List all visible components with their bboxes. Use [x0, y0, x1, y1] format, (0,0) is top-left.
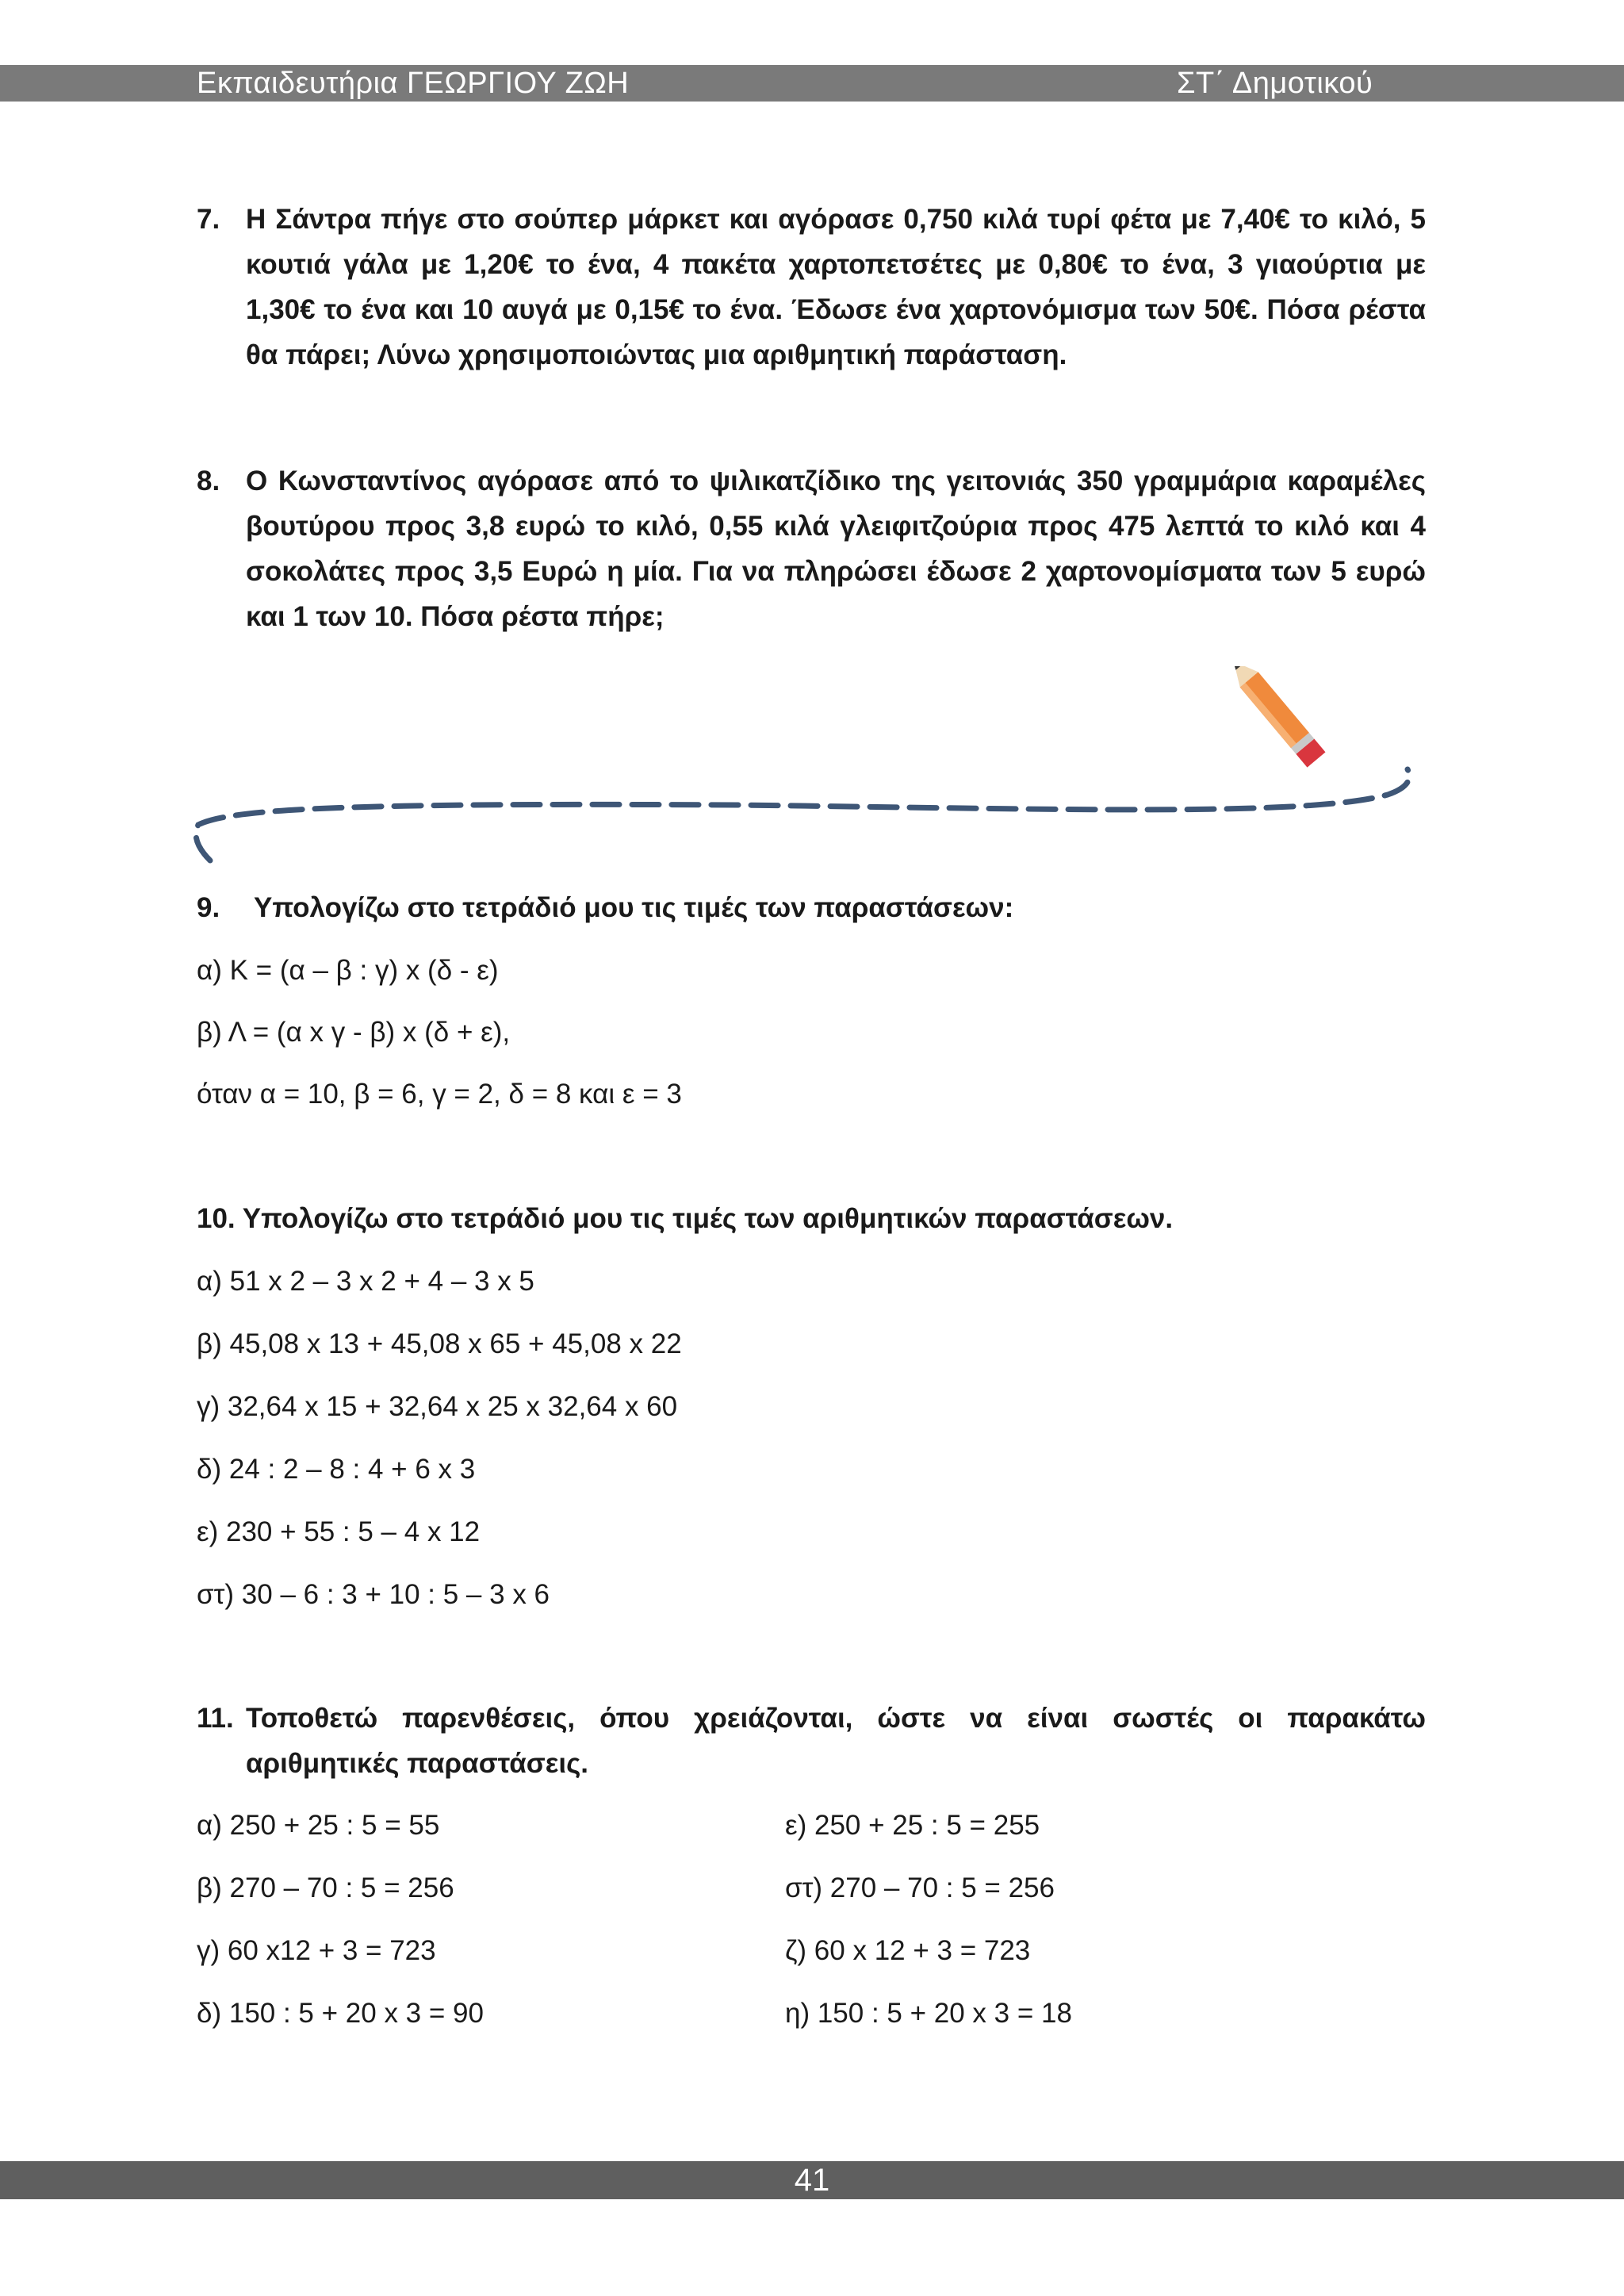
question-9-number: 9. — [197, 892, 220, 923]
question-9-title: Υπολογίζω στο τετράδιό μου τις τιμές των παραστάσεων: — [254, 892, 1014, 923]
q9-item-b: β) Λ = (α x γ - β) x (δ + ε), — [197, 1017, 511, 1048]
q11-item-left: β) 270 – 70 : 5 = 256 — [197, 1872, 454, 1903]
page-number: 41 — [794, 2163, 830, 2198]
q11-item-right: η) 150 : 5 + 20 x 3 = 18 — [785, 1998, 1072, 2029]
pencil-drawing — [182, 666, 1427, 872]
dashed-line — [196, 769, 1409, 861]
q11-item-right: ε) 250 + 25 : 5 = 255 — [785, 1810, 1040, 1841]
question-7-text: Η Σάντρα πήγε στο σούπερ μάρκετ και αγόρασε 0,750 κιλά τυρί φέτα με 7,40€ το κιλό, 5 κουτιά γάλα με 1,20€ το ένα, 4 πακέτα χαρτοπετσέτες με 0,80€ το ένα, 3 γιαούρτια με 1,30€ το ένα και 10 αυγά με 0,15€ το ένα. Έδωσε ένα χαρτονόμισμα των 50€. Πόσα ρέστα θα πάρει; Λύνω χρησιμοποιώντας μια αριθμητική παράσταση. — [246, 204, 1426, 370]
pencil-body — [1240, 672, 1309, 748]
q10-item: γ) 32,64 x 15 + 32,64 x 25 x 32,64 x 60 — [197, 1391, 678, 1422]
question-8-text: Ο Κωνσταντίνος αγόρασε από το ψιλικατζίδικο της γειτονιάς 350 γραμμάρια καραμέλες βουτύρου προς 3,8 ευρώ το κιλό, 0,55 κιλά γλειφιτζούρια προς 475 λεπτά το κιλό και 4 σοκολάτες προς 3,5 Ευρώ η μία. Για να πληρώσει έδωσε 2 χαρτονομίσματα των 5 ευρώ και 1 των 10. Πόσα ρέστα πήρε; — [246, 466, 1426, 632]
q11-item-right: στ) 270 – 70 : 5 = 256 — [785, 1872, 1055, 1903]
q11-item-left: α) 250 + 25 : 5 = 55 — [197, 1810, 440, 1841]
q10-item: β) 45,08 x 13 + 45,08 x 65 + 45,08 x 22 — [197, 1328, 682, 1359]
question-11-number: 11. — [197, 1703, 234, 1734]
question-8 — [197, 458, 1426, 639]
question-7-number: 7. — [197, 204, 220, 235]
q9-given-values: όταν α = 10, β = 6, γ = 2, δ = 8 και ε = 3 — [197, 1079, 682, 1110]
question-11 — [197, 1696, 1426, 1786]
q10-item: στ) 30 – 6 : 3 + 10 : 5 – 3 x 6 — [197, 1579, 550, 1610]
header-school-name: Εκπαιδευτήρια ΓΕΩΡΓΙΟΥ ΖΩΗ — [197, 67, 630, 100]
q11-item-right: ζ) 60 x 12 + 3 = 723 — [785, 1935, 1031, 1966]
q11-item-left: δ) 150 : 5 + 20 x 3 = 90 — [197, 1998, 484, 2029]
q9-item-a: α) Κ = (α – β : γ) x (δ - ε) — [197, 955, 499, 986]
q11-item-left: γ) 60 x12 + 3 = 723 — [197, 1935, 436, 1966]
question-8-number: 8. — [197, 466, 220, 496]
q10-item: ε) 230 + 55 : 5 – 4 x 12 — [197, 1516, 481, 1547]
pencil-icon — [1224, 666, 1325, 768]
q10-item: α) 51 x 2 – 3 x 2 + 4 – 3 x 5 — [197, 1266, 534, 1297]
question-10-title: 10. Υπολογίζω στο τετράδιό μου τις τιμές των αριθμητικών παραστάσεων. — [197, 1203, 1174, 1234]
question-9 — [197, 885, 1426, 930]
question-11-text: Τοποθετώ παρενθέσεις, όπου χρειάζονται, ώστε να είναι σωστές οι παρακάτω αριθμητικές παραστάσεις. — [246, 1703, 1426, 1779]
question-7 — [197, 197, 1426, 378]
q10-item: δ) 24 : 2 – 8 : 4 + 6 x 3 — [197, 1454, 476, 1485]
header-grade: ΣΤ΄ Δημοτικού — [1177, 67, 1373, 100]
